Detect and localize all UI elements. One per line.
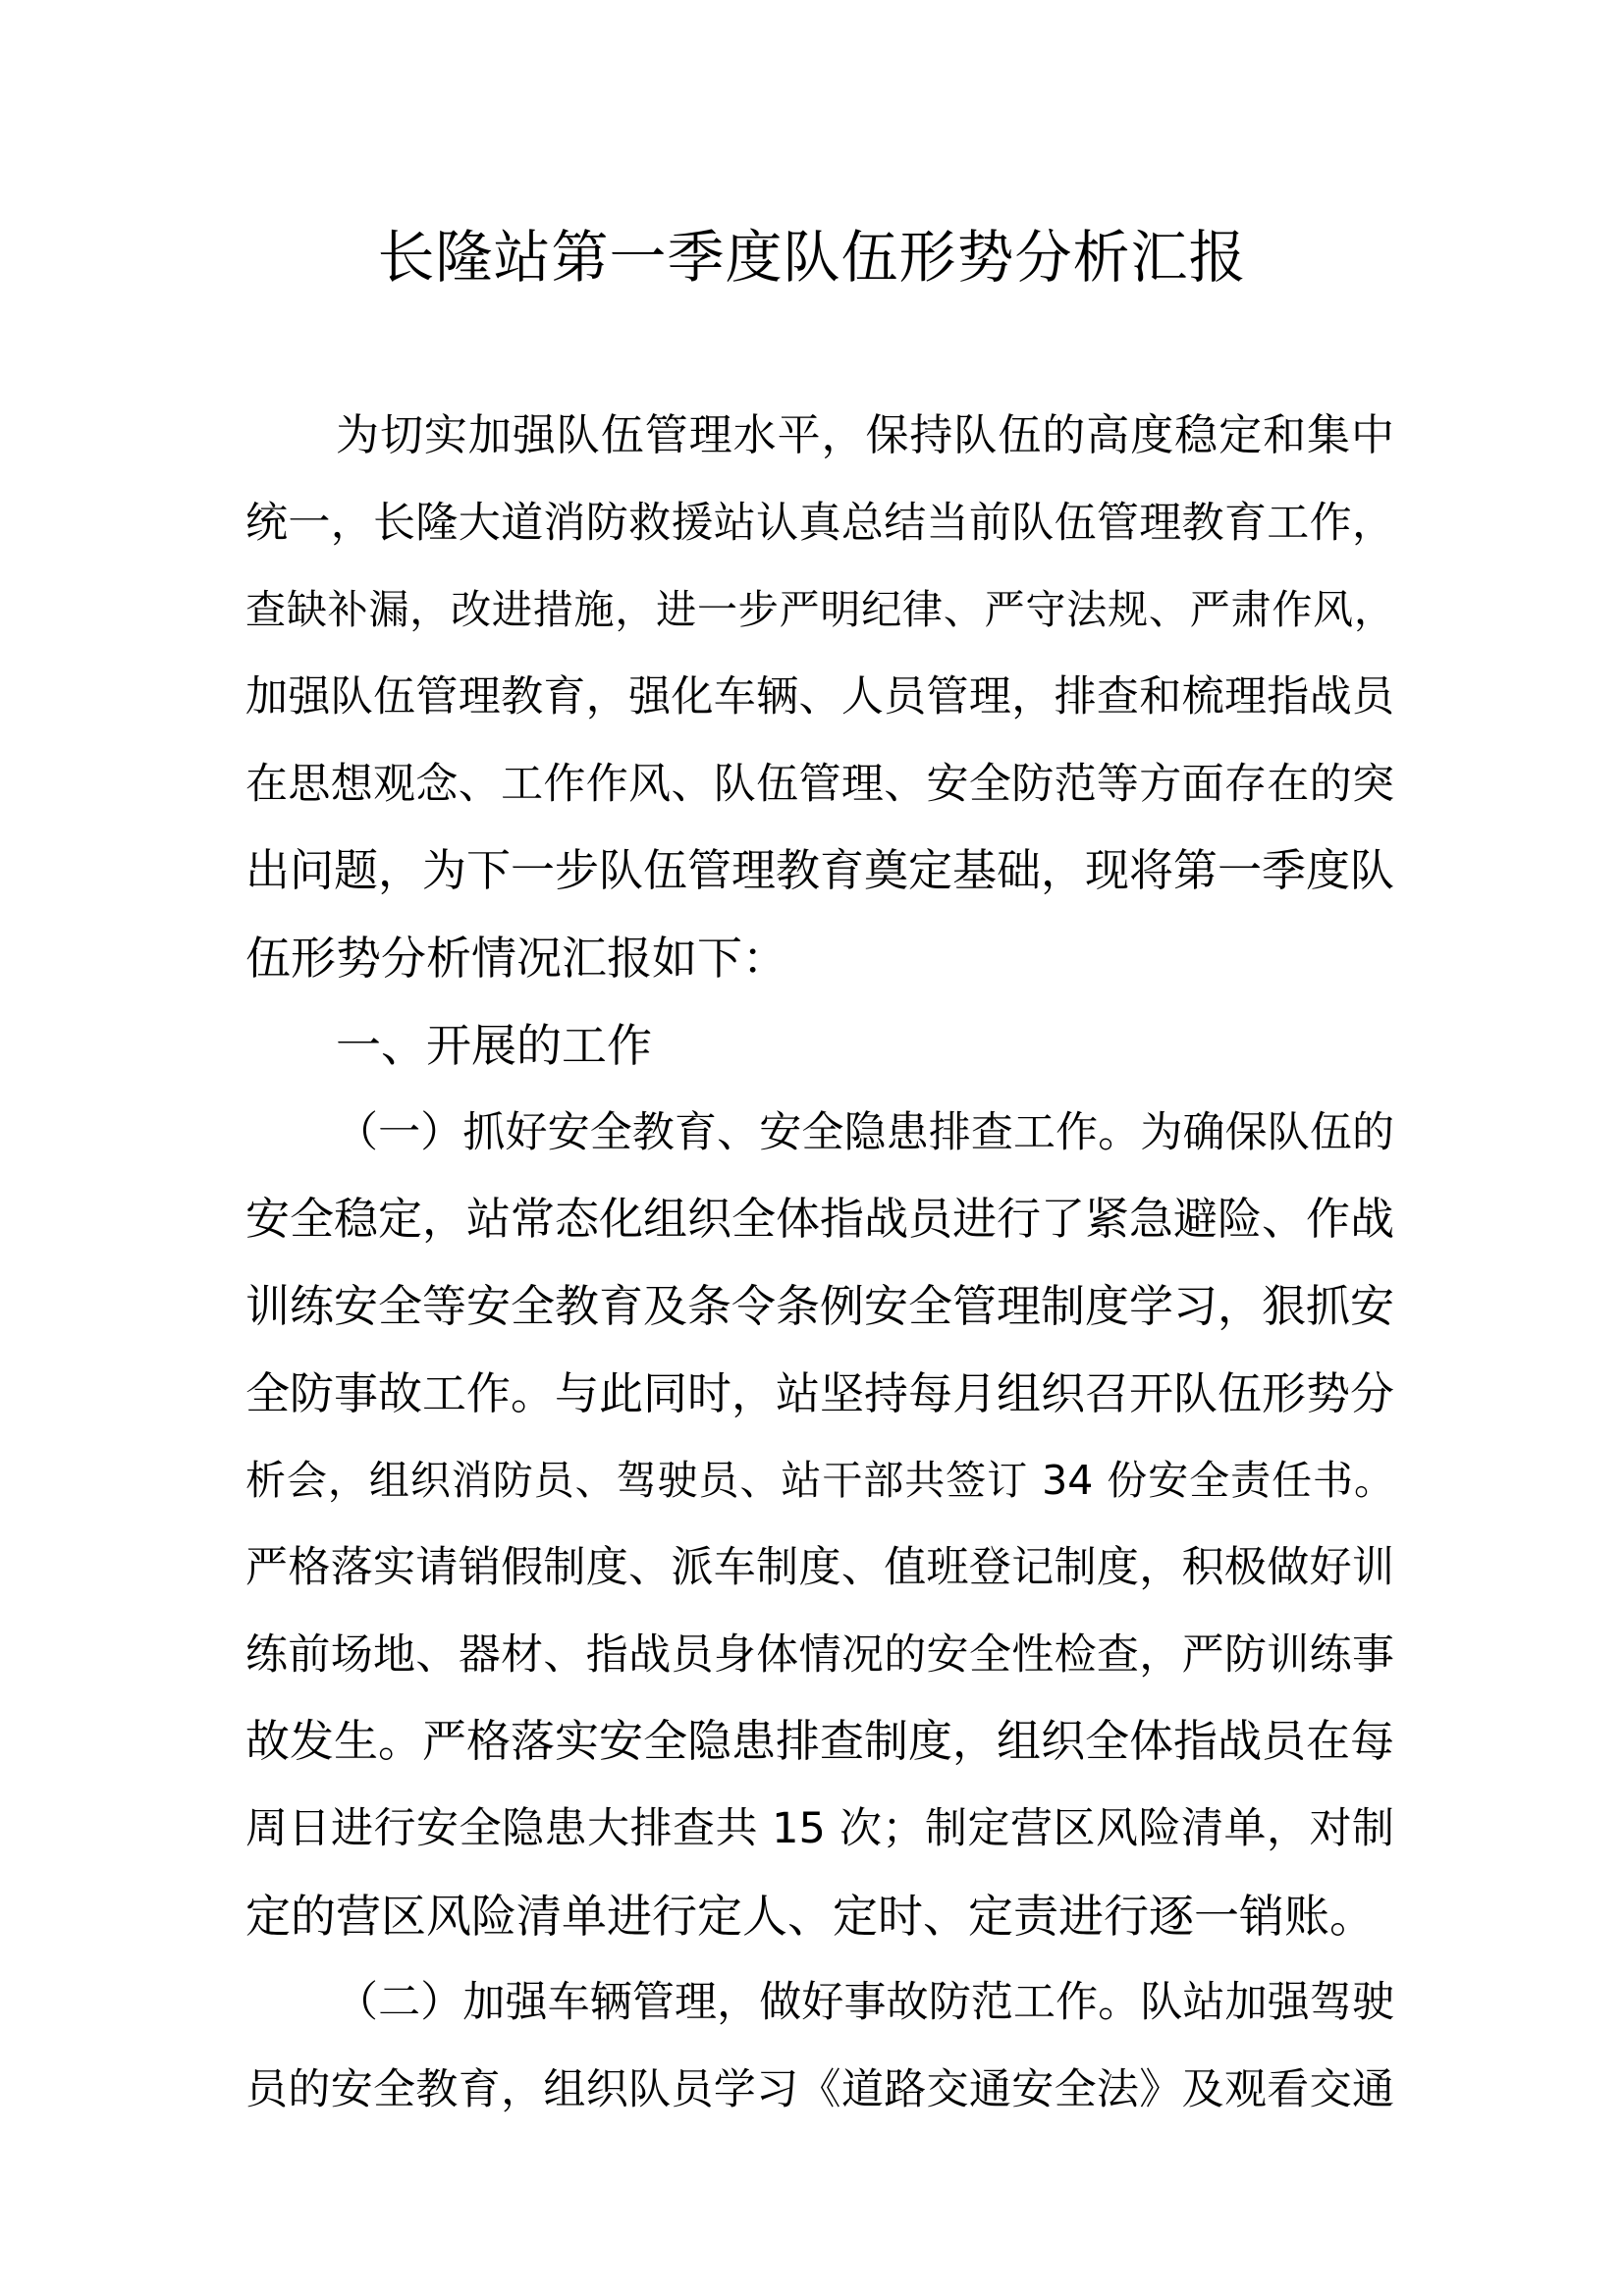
body-text-line: 加强队伍管理教育，强化车辆、人员管理，排查和梳理指战员 [245, 672, 1394, 722]
body-text-line: 严格落实请销假制度、派车制度、值班登记制度，积极做好训 [245, 1542, 1394, 1592]
body-text-line: 安全稳定，站常态化组织全体指战员进行了紧急避险、作战 [245, 1193, 1395, 1246]
body-text-line: （二）加强车辆管理，做好事故防范工作。队站加强驾驶 [336, 1978, 1394, 2028]
body-text-line: 查缺补漏，改进措施，进一步严明纪律、严守法规、严肃作风， [245, 586, 1394, 634]
body-text-line: 为切实加强队伍管理水平，保持队伍的高度稳定和集中 [336, 410, 1394, 460]
body-text-line: 员的安全教育，组织队员学习《道路交通安全法》及观看交通 [245, 2065, 1394, 2115]
body-text-line: 练前场地、器材、指战员身体情况的安全性检查，严防训练事 [245, 1629, 1394, 1680]
body-text-line: 伍形势分析情况汇报如下： [245, 932, 787, 986]
body-text-line: 故发生。严格落实安全隐患排查制度，组织全体指战员在每 [245, 1715, 1395, 1768]
body-text-line: 统一，长隆大道消防救援站认真总结当前队伍管理教育工作， [245, 498, 1394, 548]
body-text-line: （一）抓好安全教育、安全隐患排查工作。为确保队伍的 [336, 1107, 1394, 1157]
body-text-line: 周日进行安全隐患大排查共 15 次；制定营区风险清单，对制 [245, 1804, 1394, 1853]
body-text-line: 一、开展的工作 [336, 1018, 652, 1072]
body-text-line: 在思想观念、工作作风、队伍管理、安全防范等方面存在的突 [245, 759, 1394, 809]
body-text-line: 全防事故工作。与此同时，站坚持每月组织召开队伍形势分 [245, 1366, 1395, 1419]
document-body [245, 393, 1394, 2134]
body-text-line: 析会，组织消防员、驾驶员、站干部共签订 34 份安全责任书。 [245, 1457, 1394, 1505]
body-text-line: 出问题，为下一步队伍管理教育奠定基础，现将第一季度队 [245, 844, 1395, 897]
body-text-line: 训练安全等安全教育及条令条例安全管理制度学习，狠抓安 [245, 1279, 1395, 1332]
body-text-line: 定的营区风险清单进行定人、定时、定责进行逐一销账。 [245, 1889, 1375, 1943]
document-title: 长隆站第一季度队伍形势分析汇报 [377, 224, 1247, 291]
